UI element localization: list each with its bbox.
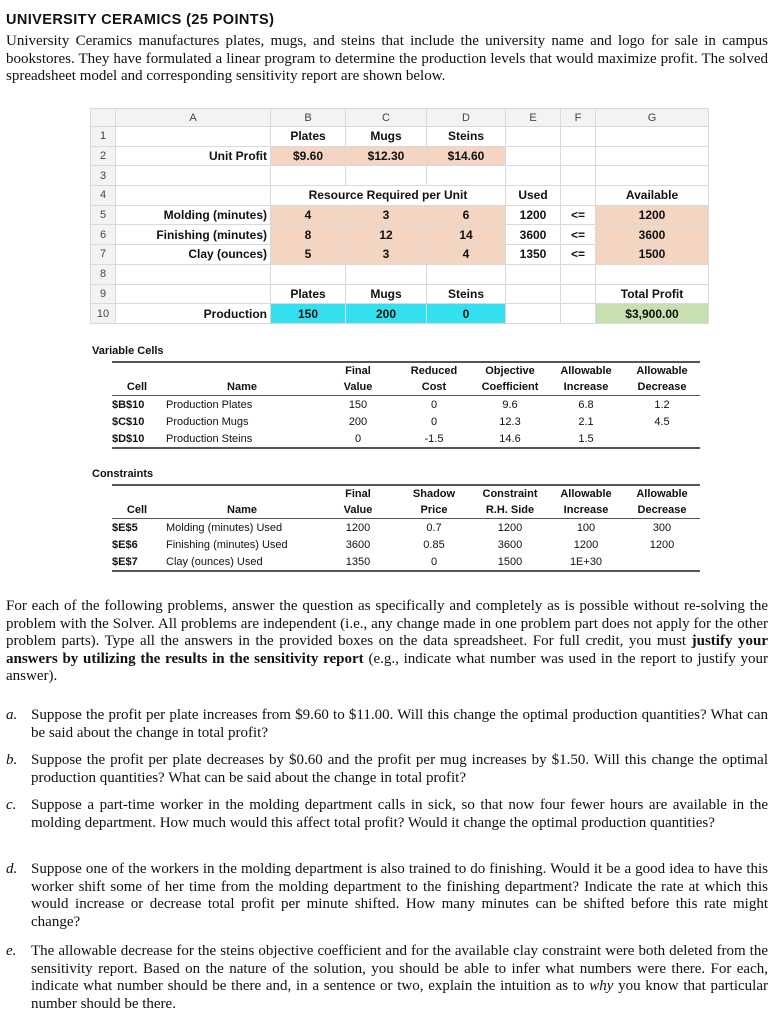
spreadsheet — [90, 108, 709, 324]
row-number: 7 — [91, 245, 116, 265]
cell — [624, 430, 700, 448]
header-cell: Increase — [548, 502, 624, 519]
cell[interactable]: 150 — [271, 304, 346, 324]
header-cell: Decrease — [624, 502, 700, 519]
cell[interactable] — [561, 127, 596, 147]
column-header-row — [91, 109, 709, 127]
cell: 3600 — [497, 538, 523, 551]
question-b — [6, 752, 768, 787]
cell: Molding (minutes) Used — [166, 521, 283, 534]
sheet-row — [91, 166, 709, 186]
variable-cells-label: Variable Cells — [92, 345, 164, 357]
instructions-paragraph — [6, 598, 768, 686]
report-header-row — [112, 362, 700, 379]
cell[interactable] — [561, 166, 596, 186]
cell: 1200 — [649, 538, 675, 551]
cell: 1200 — [345, 521, 371, 534]
cell: 100 — [576, 521, 596, 534]
cell[interactable]: Unit Profit — [116, 146, 271, 166]
cell: $B$10 — [112, 398, 145, 411]
table-row — [112, 430, 700, 448]
question-c — [6, 797, 768, 832]
cell: 0 — [396, 553, 472, 571]
cell[interactable] — [506, 264, 561, 284]
cell[interactable]: <= — [561, 225, 596, 245]
cell: 200 — [348, 415, 368, 428]
cell: $E$5 — [112, 521, 138, 534]
cell[interactable] — [271, 264, 346, 284]
cell[interactable]: Used — [506, 186, 561, 206]
question-e — [6, 943, 768, 1013]
cell: -1.5 — [396, 430, 472, 448]
question-a — [6, 707, 768, 742]
page-title: UNIVERSITY CERAMICS (25 POINTS) — [6, 12, 275, 28]
cell[interactable] — [346, 166, 427, 186]
header-cell — [164, 362, 320, 379]
cell[interactable]: Mugs — [346, 127, 427, 147]
cell: Production Plates — [166, 398, 253, 411]
cell: Clay (ounces) Used — [164, 553, 320, 571]
cell[interactable] — [561, 186, 596, 206]
header-cell: Price — [396, 502, 472, 519]
cell: 9.6 — [502, 398, 518, 411]
column-header-b: B — [271, 109, 346, 127]
cell[interactable]: Finishing (minutes) — [116, 225, 271, 245]
cell[interactable]: 0 — [427, 304, 506, 324]
cell[interactable] — [506, 304, 561, 324]
cell[interactable] — [596, 146, 709, 166]
cell[interactable] — [427, 264, 506, 284]
question-label: b. — [6, 752, 18, 768]
cell[interactable] — [271, 166, 346, 186]
cell[interactable]: $14.60 — [427, 146, 506, 166]
cell[interactable] — [596, 127, 709, 147]
cell: 0.7 — [426, 521, 442, 534]
cell[interactable]: 4 — [427, 245, 506, 265]
row-number: 9 — [91, 284, 116, 304]
header-cell: R.H. Side — [472, 502, 548, 519]
column-header-d: D — [427, 109, 506, 127]
cell[interactable]: Available — [596, 186, 709, 206]
header-cell: Name — [164, 502, 320, 519]
intro-paragraph: University Ceramics manufactures plates, mugs, and steins that include the university name and logo for sale in campus bookstores. They have formulated a linear program to determine the production levels that would maximize profit. The solved spreadsheet model and corresponding sensitivity report are shown below. — [6, 33, 768, 84]
cell: 3600 — [345, 538, 371, 551]
cell — [624, 553, 700, 571]
cell: 1.2 — [654, 398, 670, 411]
instructions-text: For each of the following problems, answer the question as specifically and completely as is possible without re-solving the problem with the Solver. All problems are independent (i.e., any change made in one problem part does not apply for the other problem parts). Type all the answers in the provided boxes on the data spreadsheet. For full credit, you must — [6, 598, 768, 649]
cell: $C$10 — [112, 415, 145, 428]
cell[interactable] — [116, 264, 271, 284]
row-number: 1 — [91, 127, 116, 147]
sheet-row — [91, 304, 709, 324]
header-cell: Decrease — [624, 379, 700, 396]
constraints-label: Constraints — [92, 468, 154, 480]
cell[interactable]: 4 — [271, 205, 346, 225]
cell: 300 — [652, 521, 672, 534]
question-label: e. — [6, 943, 17, 959]
question-text: Suppose the profit per plate decreases by $0.60 and the profit per mug increases by $1.50. Will this change the optimal production quantities? What can be said about the change in total profit? — [31, 752, 768, 786]
cell[interactable]: Mugs — [346, 284, 427, 304]
table-row — [112, 536, 700, 553]
sheet-row — [91, 264, 709, 284]
header-cell: Increase — [548, 379, 624, 396]
cell: $D$10 — [112, 430, 164, 448]
cell: 4.5 — [654, 415, 670, 428]
sheet-row — [91, 146, 709, 166]
cell[interactable]: $3,900.00 — [596, 304, 709, 324]
column-header-e: E — [506, 109, 561, 127]
question-d — [6, 861, 768, 931]
cell[interactable]: Total Profit — [596, 284, 709, 304]
question-label: a. — [6, 707, 18, 723]
cell[interactable]: 14 — [427, 225, 506, 245]
question-text: Suppose a part-time worker in the molding department calls in sick, so that now four fewer hours are available in the molding department. How much would this affect total profit? Would it change the optimal production quantities? — [31, 797, 768, 831]
cell: 0.85 — [423, 538, 445, 551]
row-number: 10 — [91, 304, 116, 324]
cell[interactable] — [506, 284, 561, 304]
header-cell — [164, 485, 320, 502]
column-header-c: C — [346, 109, 427, 127]
header-cell: Value — [320, 379, 396, 396]
header-cell: Name — [164, 379, 320, 396]
cell[interactable]: 3 — [346, 245, 427, 265]
cell[interactable] — [116, 186, 271, 206]
instructions-text: (e.g., indicate what number was used in the report to justify your answer). — [6, 650, 768, 684]
header-cell: Value — [320, 502, 396, 519]
cell[interactable]: Steins — [427, 127, 506, 147]
row-number: 2 — [91, 146, 116, 166]
report-header-row — [112, 502, 700, 519]
question-text: Suppose the profit per plate increases from $9.60 to $11.00. Will this change the optimal production quantities? What can be said about the change in total profit? — [31, 707, 768, 741]
cell[interactable]: 3600 — [596, 225, 709, 245]
cell: Finishing (minutes) Used — [166, 538, 288, 551]
cell: Production Steins — [164, 430, 320, 448]
cell: Production Mugs — [166, 415, 249, 428]
sheet-row — [91, 284, 709, 304]
cell[interactable]: Plates — [271, 284, 346, 304]
cell: 12.3 — [499, 415, 521, 428]
cell: 6.8 — [578, 398, 594, 411]
corner-cell — [91, 109, 116, 127]
cell[interactable]: 1350 — [506, 245, 561, 265]
cell[interactable] — [596, 166, 709, 186]
cell: 2.1 — [578, 415, 594, 428]
sheet-row — [91, 245, 709, 265]
cell[interactable] — [561, 264, 596, 284]
cell[interactable]: 1200 — [506, 205, 561, 225]
cell[interactable] — [116, 166, 271, 186]
report-header-row — [112, 379, 700, 396]
cell: 14.6 — [472, 430, 548, 448]
cell[interactable] — [561, 284, 596, 304]
row-number: 5 — [91, 205, 116, 225]
cell[interactable] — [116, 127, 271, 147]
header-cell: Allowable — [624, 362, 700, 379]
cell[interactable] — [506, 146, 561, 166]
cell[interactable] — [561, 146, 596, 166]
cell[interactable] — [561, 304, 596, 324]
cell: 0 — [430, 415, 438, 428]
column-header-g: G — [596, 109, 709, 127]
question-text-part: The allowable decrease for the steins objective coefficient and for the available clay constraint were both deleted from the sensitivity report. Based on the nature of the solution, you should be able to infer what numbers were there. For each, indicate what number should be there and, in a sentence or two, explain the intuition as to — [31, 943, 768, 994]
cell[interactable] — [427, 166, 506, 186]
cell[interactable]: 3 — [346, 205, 427, 225]
cell[interactable] — [506, 166, 561, 186]
cell[interactable]: 3600 — [506, 225, 561, 245]
cell[interactable]: 200 — [346, 304, 427, 324]
cell: 1200 — [573, 538, 599, 551]
header-cell: Shadow — [396, 485, 472, 502]
table-row — [112, 519, 700, 537]
cell[interactable]: Plates — [271, 127, 346, 147]
constraints-report — [112, 484, 700, 572]
question-text-part: you know that particular number should be there. — [31, 978, 768, 1012]
variable-cells-report — [112, 361, 700, 449]
row-number: 6 — [91, 225, 116, 245]
cell: $E$7 — [112, 553, 164, 571]
question-text: Suppose one of the workers in the molding department is also trained to do finishing. Would it be a good idea to have this worker shift some of her time from the molding department to the finishing department? Indicate the rate at which this would increase or decrease total profit per minute shifted. How many minutes can be shifted before this rate might change? — [31, 861, 768, 930]
header-cell: Coefficient — [472, 379, 548, 396]
cell[interactable]: <= — [561, 245, 596, 265]
cell[interactable]: 1200 — [596, 205, 709, 225]
header-cell — [112, 362, 164, 379]
header-cell: Final — [320, 485, 396, 502]
question-emphasis: why — [589, 978, 614, 994]
cell: 1500 — [472, 553, 548, 571]
cell: 1E+30 — [548, 553, 624, 571]
cell: 0 — [320, 430, 396, 448]
report-header-row — [112, 485, 700, 502]
cell[interactable] — [506, 127, 561, 147]
header-cell: Constraint — [472, 485, 548, 502]
table-row — [112, 413, 700, 430]
header-cell: Final — [320, 362, 396, 379]
column-header-a: A — [116, 109, 271, 127]
cell: 1.5 — [548, 430, 624, 448]
column-header-f: F — [561, 109, 596, 127]
sheet-row — [91, 205, 709, 225]
row-number: 8 — [91, 264, 116, 284]
cell[interactable] — [346, 264, 427, 284]
cell[interactable]: $9.60 — [271, 146, 346, 166]
question-label: c. — [6, 797, 17, 813]
header-cell: Cell — [112, 379, 164, 396]
cell[interactable] — [596, 264, 709, 284]
row-number: 3 — [91, 166, 116, 186]
cell[interactable]: $12.30 — [346, 146, 427, 166]
header-cell: Reduced — [396, 362, 472, 379]
cell[interactable]: 1500 — [596, 245, 709, 265]
cell: 1350 — [320, 553, 396, 571]
table-row — [112, 396, 700, 414]
row-number: 4 — [91, 186, 116, 206]
cell[interactable]: Steins — [427, 284, 506, 304]
cell[interactable]: Production — [116, 304, 271, 324]
cell: 0 — [430, 398, 438, 411]
cell: 150 — [348, 398, 368, 411]
cell: 1200 — [497, 521, 523, 534]
cell[interactable]: Clay (ounces) — [116, 245, 271, 265]
cell[interactable]: Resource Required per Unit — [271, 186, 506, 206]
cell[interactable]: Molding (minutes) — [116, 205, 271, 225]
question-label: d. — [6, 861, 18, 877]
instructions-emphasis: justify your answers by utilizing the results in the sensitivity report — [6, 633, 768, 667]
header-cell: Allowable — [624, 485, 700, 502]
question-text — [31, 943, 768, 1013]
sheet-row — [91, 186, 709, 206]
cell[interactable]: 5 — [271, 245, 346, 265]
header-cell: Cell — [112, 502, 164, 519]
sheet-row — [91, 127, 709, 147]
cell[interactable]: 6 — [427, 205, 506, 225]
sheet-row — [91, 225, 709, 245]
cell[interactable]: <= — [561, 205, 596, 225]
cell: $E$6 — [112, 538, 138, 551]
table-row — [112, 553, 700, 571]
header-cell: Objective — [472, 362, 548, 379]
header-cell: Allowable — [548, 485, 624, 502]
cell[interactable]: 8 — [271, 225, 346, 245]
cell[interactable]: 12 — [346, 225, 427, 245]
header-cell: Allowable — [548, 362, 624, 379]
cell[interactable] — [116, 284, 271, 304]
header-cell — [112, 485, 164, 502]
header-cell: Cost — [396, 379, 472, 396]
